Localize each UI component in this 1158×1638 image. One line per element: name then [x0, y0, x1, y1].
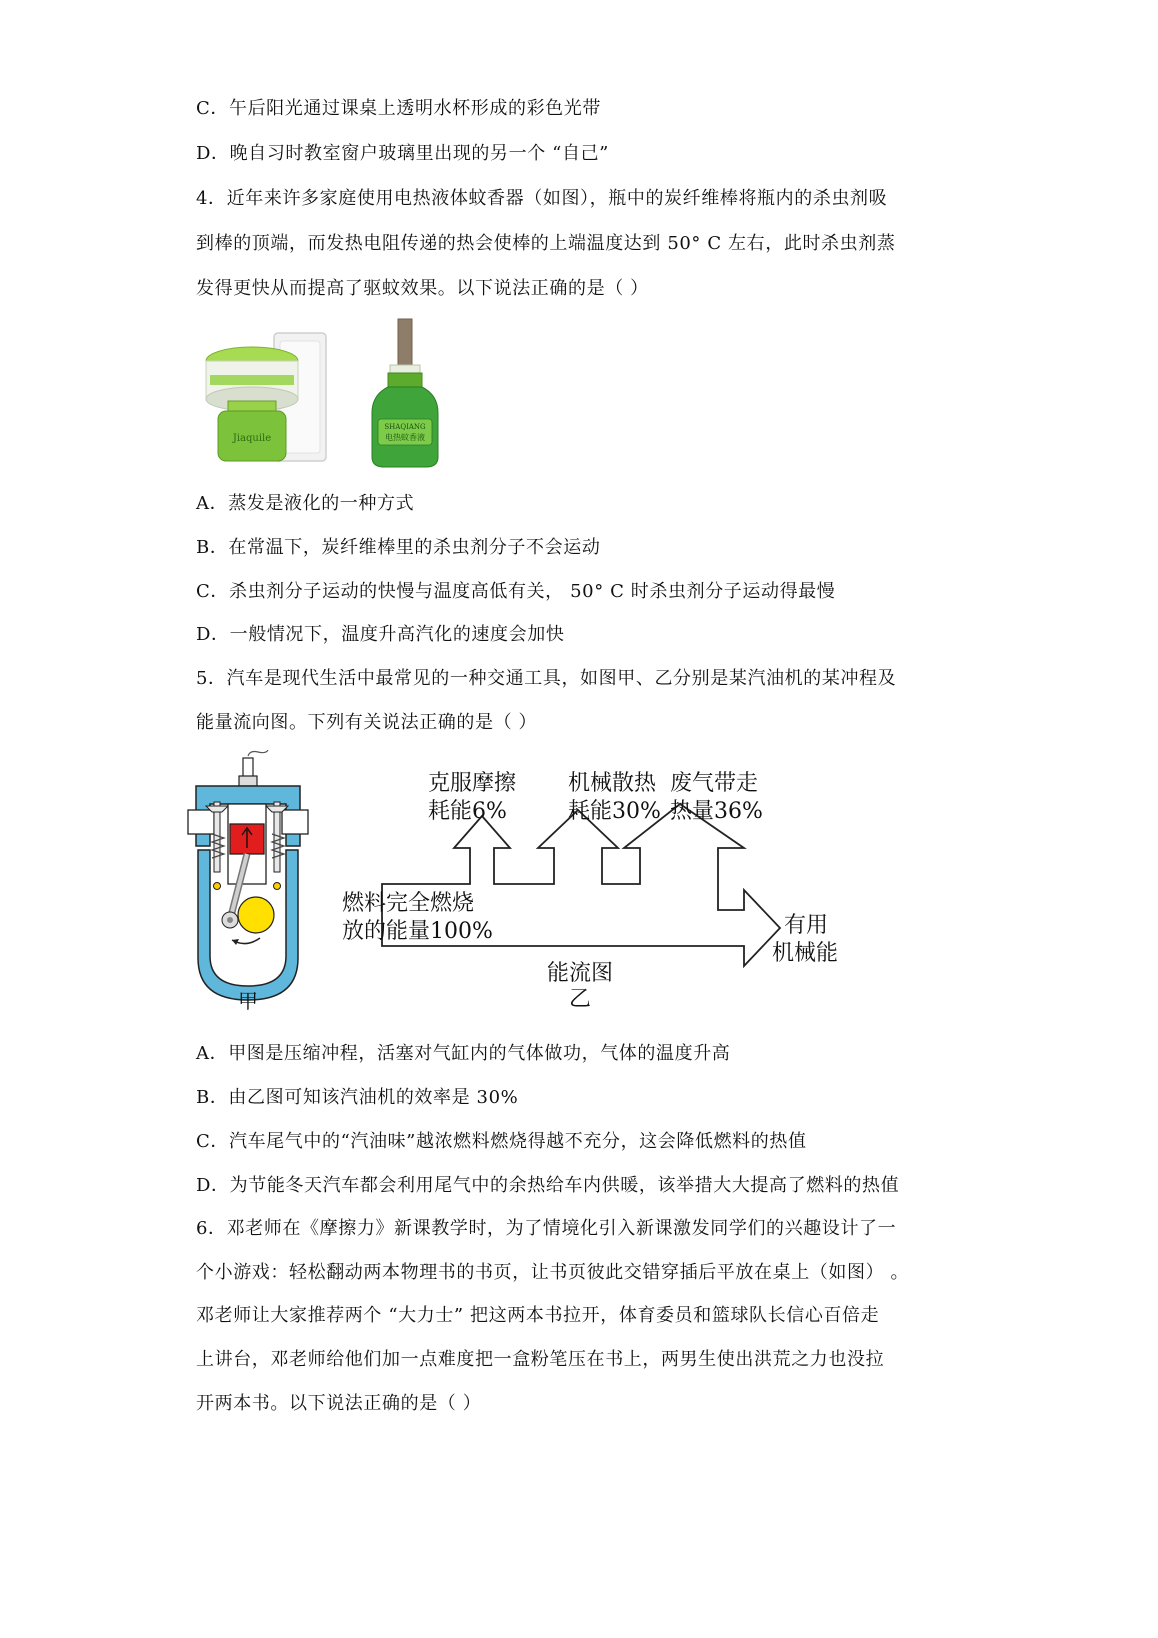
- q6-stem-line5: 开两本书。以下说法正确的是（ ）: [196, 1393, 482, 1414]
- crankshaft: [238, 897, 274, 933]
- q4-option-a: A．蒸发是液化的一种方式: [196, 493, 415, 514]
- q6-stem-line1: 6．邓老师在《摩擦力》新课教学时，为了情境化引入新课激发同学们的兴趣设计了一: [196, 1218, 897, 1239]
- engine-stroke-figure: [186, 750, 326, 1010]
- energy-flow-figure: [340, 760, 860, 1010]
- exhaust-loss-line1: 废气带走: [670, 771, 759, 796]
- heater-bottle-label: Jiaquile: [232, 433, 272, 444]
- energy-flow-title: 能流图: [546, 961, 614, 986]
- mosquito-heater-figure: [196, 315, 456, 475]
- exhaust-loss-line2: 热量36%: [670, 799, 763, 824]
- q5-stem-line2: 能量流向图。下列有关说法正确的是（ ）: [196, 712, 538, 733]
- q6-stem-line3: 邓老师让大家推荐两个 “大力士” 把这两本书拉开，体育委员和篮球队长信心百倍走: [196, 1305, 880, 1326]
- q5-option-b: B．由乙图可知该汽油机的效率是 30%: [196, 1087, 519, 1108]
- carbon-fiber-wick: [398, 319, 412, 369]
- q3-option-c: C．午后阳光通过课桌上透明水杯形成的彩色光带: [196, 98, 601, 119]
- heat-loss-line1: 机械散热: [568, 771, 657, 796]
- q4-stem-line1: 4．近年来许多家庭使用电热液体蚊香器（如图），瓶中的炭纤维棒将瓶内的杀虫剂吸: [196, 188, 888, 209]
- q4-option-b: B．在常温下，炭纤维棒里的杀虫剂分子不会运动: [196, 537, 601, 558]
- fuel-energy-line1: 燃料完全燃烧: [342, 891, 475, 916]
- engine-figure-label: 甲: [238, 989, 258, 1010]
- q5-option-c: C．汽车尾气中的“汽油味”越浓燃料燃烧得越不充分，这会降低燃料的热值: [196, 1131, 807, 1152]
- q4-stem-line3: 发得更快从而提高了驱蚊效果。以下说法正确的是（ ）: [196, 278, 649, 299]
- energy-flow-figure-label: 乙: [568, 987, 592, 1010]
- friction-loss-line2: 耗能6%: [428, 799, 507, 824]
- fuel-energy-line2: 放的能量100%: [342, 919, 493, 944]
- q4-option-c: C．杀虫剂分子运动的快慢与温度高低有关， 50° C 时杀虫剂分子运动得最慢: [196, 581, 836, 602]
- useful-energy-line2: 机械能: [772, 941, 839, 966]
- heat-loss-line2: 耗能30%: [568, 799, 661, 824]
- q4-option-d: D．一般情况下，温度升高汽化的速度会加快: [196, 624, 565, 645]
- friction-loss-line1: 克服摩擦: [428, 771, 517, 796]
- useful-energy-line1: 有用: [784, 913, 829, 938]
- liquid-bottle-label: 电热蚊香液: [385, 433, 425, 442]
- q5-option-a: A．甲图是压缩冲程，活塞对气缸内的气体做功，气体的温度升高: [196, 1043, 731, 1064]
- q4-stem-line2: 到棒的顶端，而发热电阻传递的热会使棒的上端温度达到 50° C 左右，此时杀虫剂蒸: [196, 233, 896, 254]
- q6-stem-line2: 个小游戏：轻松翻动两本物理书的书页，让书页彼此交错穿插后平放在桌上（如图） 。: [196, 1262, 910, 1283]
- q3-option-d: D．晚自习时教室窗户玻璃里出现的另一个 “自己”: [196, 143, 609, 164]
- q5-option-d: D．为节能冬天汽车都会利用尾气中的余热给车内供暖，该举措大大提高了燃料的热值: [196, 1175, 900, 1196]
- q5-stem-line1: 5．汽车是现代生活中最常见的一种交通工具，如图甲、乙分别是某汽油机的某冲程及: [196, 668, 897, 689]
- q6-stem-line4: 上讲台，邓老师给他们加一点难度把一盒粉笔压在书上，两男生使出洪荒之力也没拉: [196, 1349, 885, 1370]
- liquid-bottle-brand: SHAQIANG: [384, 423, 426, 431]
